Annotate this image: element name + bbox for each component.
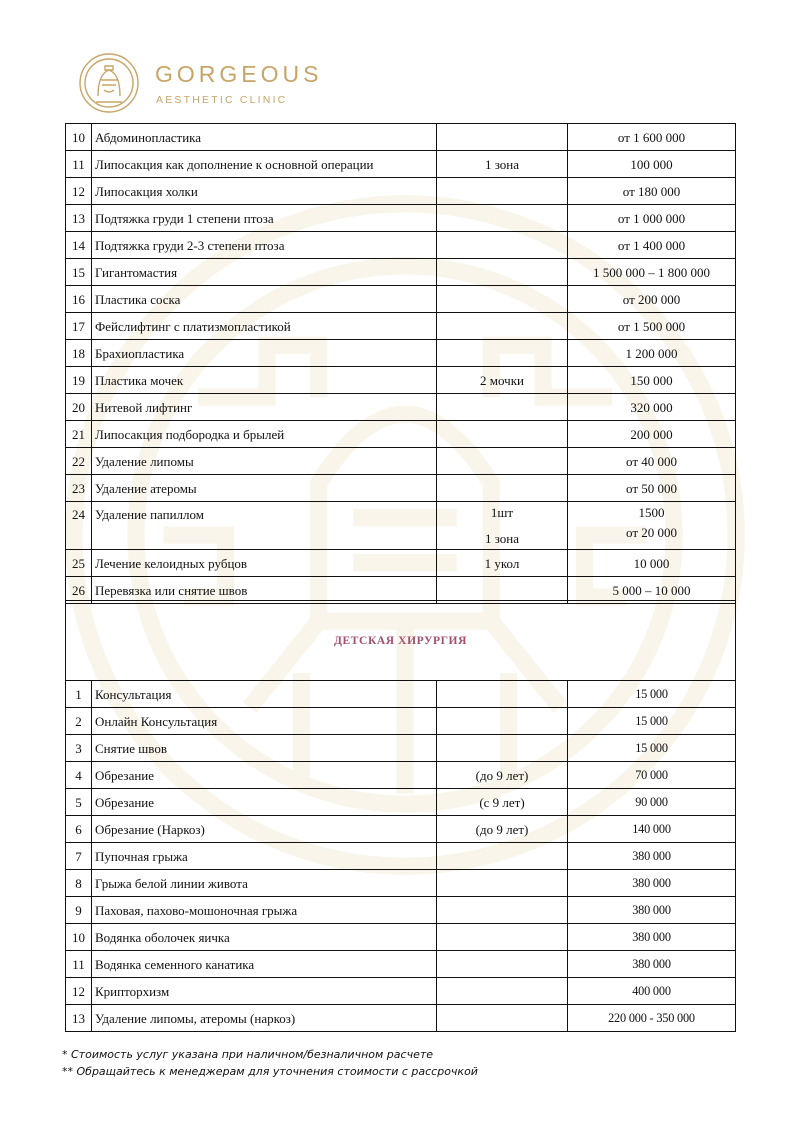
table-row — [66, 843, 736, 870]
service-note — [437, 978, 568, 1005]
pharaoh-emblem-icon — [78, 52, 140, 114]
service-note — [437, 340, 568, 367]
service-note — [437, 870, 568, 897]
service-name: Удаление атеромы — [92, 475, 437, 502]
service-name: Гигантомастия — [92, 259, 437, 286]
table-row — [66, 178, 736, 205]
service-name: Удаление липомы — [92, 448, 437, 475]
service-note — [437, 178, 568, 205]
section-header-cell — [66, 601, 736, 681]
service-price: от 180 000 — [568, 178, 736, 205]
service-note: 2 мочки — [437, 367, 568, 394]
price-line: от 20 000 — [625, 525, 677, 540]
table-row — [66, 951, 736, 978]
service-note — [437, 394, 568, 421]
service-name: Онлайн Консультация — [92, 708, 437, 735]
section-title: ДЕТСКАЯ ХИРУРГИЯ — [333, 635, 467, 647]
service-note — [437, 232, 568, 259]
table-row — [66, 681, 736, 708]
row-number: 17 — [66, 313, 92, 340]
table-row — [66, 475, 736, 502]
service-price: от 1 000 000 — [568, 205, 736, 232]
table-row — [66, 313, 736, 340]
service-price: 380 000 — [568, 924, 736, 951]
service-price: 400 000 — [568, 978, 736, 1005]
row-number: 2 — [66, 708, 92, 735]
row-number: 4 — [66, 762, 92, 789]
service-name: Лечение келоидных рубцов — [92, 550, 437, 577]
service-name: Обрезание — [92, 762, 437, 789]
table-row — [66, 124, 736, 151]
note-line: 1 зона — [484, 530, 520, 546]
table-row — [66, 789, 736, 816]
service-name: Подтяжка груди 1 степени птоза — [92, 205, 437, 232]
service-price: 100 000 — [568, 151, 736, 178]
service-price: от 1 400 000 — [568, 232, 736, 259]
service-name: Липосакция как дополнение к основной операции — [92, 151, 437, 178]
service-note — [437, 897, 568, 924]
table-row — [66, 367, 736, 394]
row-number: 13 — [66, 1005, 92, 1032]
adult-price-table-body — [66, 124, 736, 604]
table-row — [66, 448, 736, 475]
service-price: 10 000 — [568, 550, 736, 577]
service-name: Грыжа белой линии живота — [92, 870, 437, 897]
row-number: 5 — [66, 789, 92, 816]
service-price: 320 000 — [568, 394, 736, 421]
table-row — [66, 870, 736, 897]
footnote-installment: ** Обращайтесь к менеджерам для уточнения стоимости с рассрочкой — [62, 1065, 478, 1078]
service-note — [437, 448, 568, 475]
service-note — [437, 286, 568, 313]
table-row — [66, 394, 736, 421]
table-row — [66, 924, 736, 951]
row-number: 25 — [66, 550, 92, 577]
row-number: 14 — [66, 232, 92, 259]
service-note — [437, 124, 568, 151]
service-price: 90 000 — [568, 789, 736, 816]
service-price: от 40 000 — [568, 448, 736, 475]
row-number: 9 — [66, 897, 92, 924]
row-number: 3 — [66, 735, 92, 762]
table-row — [66, 205, 736, 232]
row-number: 12 — [66, 978, 92, 1005]
service-note — [437, 259, 568, 286]
service-price: 200 000 — [568, 421, 736, 448]
row-number: 12 — [66, 178, 92, 205]
service-price: 380 000 — [568, 843, 736, 870]
service-name: Фейслифтинг с платизмопластикой — [92, 313, 437, 340]
clinic-name: GORGEOUS — [155, 61, 323, 87]
service-name: Водянка семенного канатика — [92, 951, 437, 978]
service-price: 150 000 — [568, 367, 736, 394]
table-row — [66, 286, 736, 313]
service-name: Перевязка или снятие швов — [92, 577, 437, 604]
service-price: 380 000 — [568, 897, 736, 924]
row-number: 20 — [66, 394, 92, 421]
row-number: 1 — [66, 681, 92, 708]
service-price: 380 000 — [568, 951, 736, 978]
service-price: 15 000 — [568, 735, 736, 762]
table-row — [66, 762, 736, 789]
service-name: Обрезание — [92, 789, 437, 816]
row-number: 7 — [66, 843, 92, 870]
service-name: Паховая, пахово-мошоночная грыжа — [92, 897, 437, 924]
service-name: Пластика соска — [92, 286, 437, 313]
service-price: 1 200 000 — [568, 340, 736, 367]
row-number: 24 — [66, 502, 92, 550]
service-name: Нитевой лифтинг — [92, 394, 437, 421]
service-note — [437, 475, 568, 502]
service-note: (с 9 лет) — [437, 789, 568, 816]
table-row — [66, 340, 736, 367]
table-row — [66, 978, 736, 1005]
table-row — [66, 735, 736, 762]
service-note — [437, 843, 568, 870]
service-note — [437, 951, 568, 978]
service-note — [437, 681, 568, 708]
price-line: 1500 — [638, 505, 665, 520]
service-name: Обрезание (Наркоз) — [92, 816, 437, 843]
service-note: (до 9 лет) — [437, 816, 568, 843]
row-number: 18 — [66, 340, 92, 367]
child-surgery-table-body — [66, 681, 736, 1032]
service-price: 15 000 — [568, 681, 736, 708]
service-name: Липосакция холки — [92, 178, 437, 205]
service-note — [437, 205, 568, 232]
service-name: Крипторхизм — [92, 978, 437, 1005]
adult-price-table — [65, 123, 736, 604]
service-note — [437, 421, 568, 448]
table-row — [66, 897, 736, 924]
service-name: Брахиопластика — [92, 340, 437, 367]
service-note: 1 укол — [437, 550, 568, 577]
service-name: Консультация — [92, 681, 437, 708]
service-price — [568, 502, 736, 550]
row-number: 15 — [66, 259, 92, 286]
service-note — [437, 1005, 568, 1032]
service-price: 220 000 - 350 000 — [568, 1005, 736, 1032]
service-name: Абдоминопластика — [92, 124, 437, 151]
table-row — [66, 151, 736, 178]
service-note: (до 9 лет) — [437, 762, 568, 789]
table-row — [66, 816, 736, 843]
service-note: 1 зона — [437, 151, 568, 178]
row-number: 23 — [66, 475, 92, 502]
row-number: 6 — [66, 816, 92, 843]
service-name: Снятие швов — [92, 735, 437, 762]
clinic-logo — [78, 52, 418, 114]
note-line: 1шт — [490, 504, 514, 520]
service-price: 5 000 – 10 000 — [568, 577, 736, 604]
service-name: Липосакция подбородка и брылей — [92, 421, 437, 448]
service-name: Удаление липомы, атеромы (наркоз) — [92, 1005, 437, 1032]
table-row — [66, 1005, 736, 1032]
service-price: 70 000 — [568, 762, 736, 789]
service-price: 15 000 — [568, 708, 736, 735]
service-price: 380 000 — [568, 870, 736, 897]
service-name: Пластика мочек — [92, 367, 437, 394]
row-number: 13 — [66, 205, 92, 232]
service-note — [437, 708, 568, 735]
footnote-payment: * Стоимость услуг указана при наличном/безналичном расчете — [62, 1048, 434, 1061]
service-note — [437, 313, 568, 340]
row-number: 22 — [66, 448, 92, 475]
row-number: 11 — [66, 151, 92, 178]
service-note — [437, 735, 568, 762]
service-note — [437, 502, 568, 550]
table-row — [66, 232, 736, 259]
service-price: 1 500 000 – 1 800 000 — [568, 259, 736, 286]
service-price: от 50 000 — [568, 475, 736, 502]
row-number: 8 — [66, 870, 92, 897]
table-row — [66, 708, 736, 735]
service-price: от 1 600 000 — [568, 124, 736, 151]
table-row — [66, 421, 736, 448]
row-number: 10 — [66, 124, 92, 151]
service-name: Водянка оболочек яичка — [92, 924, 437, 951]
row-number: 16 — [66, 286, 92, 313]
row-number: 26 — [66, 577, 92, 604]
row-number: 10 — [66, 924, 92, 951]
child-surgery-table — [65, 600, 736, 1032]
service-name: Подтяжка груди 2-3 степени птоза — [92, 232, 437, 259]
service-price: 140 000 — [568, 816, 736, 843]
row-number: 21 — [66, 421, 92, 448]
footnotes — [62, 1046, 478, 1080]
service-note — [437, 924, 568, 951]
table-row — [66, 259, 736, 286]
service-name: Удаление папиллом — [92, 502, 437, 550]
row-number: 19 — [66, 367, 92, 394]
clinic-subtitle: AESTHETIC CLINIC — [156, 94, 288, 106]
service-name: Пупочная грыжа — [92, 843, 437, 870]
service-price: от 1 500 000 — [568, 313, 736, 340]
table-row — [66, 502, 736, 550]
row-number: 11 — [66, 951, 92, 978]
table-row — [66, 550, 736, 577]
service-price: от 200 000 — [568, 286, 736, 313]
